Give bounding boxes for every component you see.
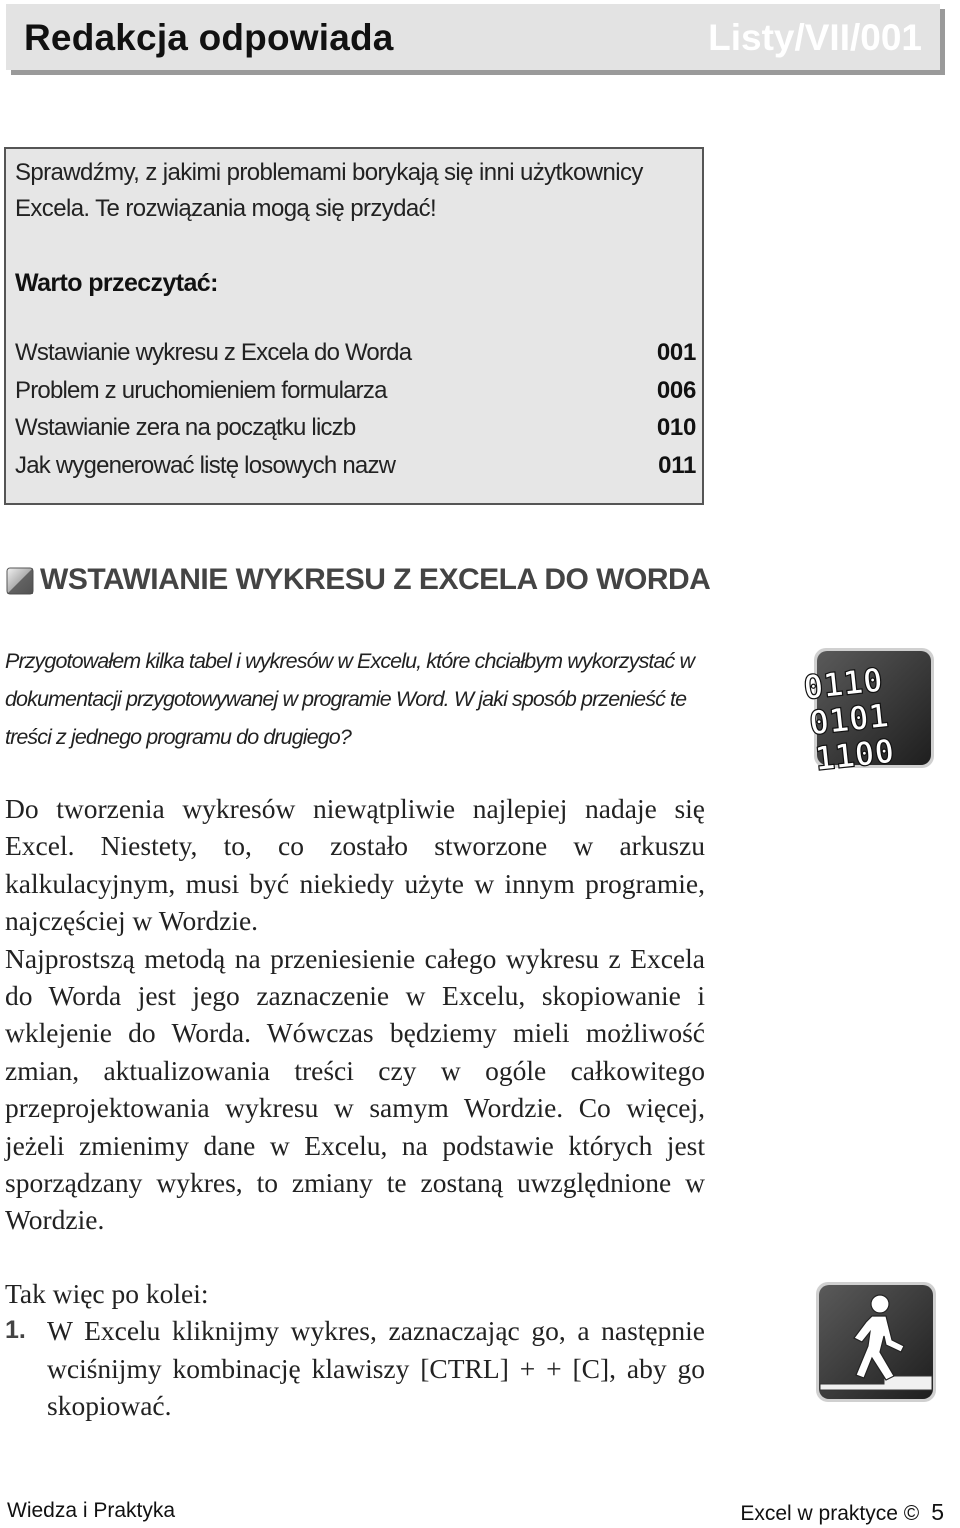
header-code: Listy/VII/001 — [708, 17, 922, 58]
toc-item-page: 001 — [656, 339, 696, 366]
article-body — [5, 790, 705, 1239]
footer-publication — [740, 1499, 944, 1526]
binary-code-icon — [801, 646, 936, 779]
toc-item-title: Jak wygenerować listę losowych nazw — [15, 451, 396, 479]
toc-item[interactable] — [15, 414, 696, 452]
toc-item-title: Wstawianie wykresu z Excela do Worda — [15, 339, 412, 366]
steps-intro: Tak więc po kolei: — [5, 1278, 209, 1309]
body-paragraph: Do tworzenia wykresów niewątpliwie najlepiej nadaje się Excel. Niestety, to, co zostało stworzone w arkuszu kalkulacyjnym, musi być niekiedy użyte w innym programie, najczęściej w Wordzie. — [5, 793, 705, 937]
toc-item[interactable] — [15, 452, 696, 490]
toc-item-page: 010 — [656, 414, 696, 441]
binary-row: 0110 — [801, 660, 885, 708]
page-header — [6, 4, 940, 70]
reader-question: Przygotowałem kilka tabel i wykresów w Excelu, które chciałbym wykorzystać w dokumentacji przygotowywanej w programie Word. W jaki sposób przenieść te treści z jednego programu do drugiego? — [5, 649, 695, 749]
section-title: WSTAWIANIE WYKRESU Z EXCELA DO WORDA — [40, 563, 711, 596]
info-intro: Sprawdźmy, z jakimi problemami borykają się inni użytkownicy Excela. Te rozwiązania mogą się przydać! — [15, 159, 643, 222]
warto-label: Warto przeczytać: — [15, 269, 218, 297]
page-number: 5 — [931, 1499, 944, 1525]
body-paragraph: Najprostszą metodą na przeniesienie całego wykresu z Excela do Worda jest jego zaznaczenie w Excelu, skopiowanie i wklejenie do Worda. Wówczas będziemy mieli możliwość zmian, aktualizowania treści czy w ogóle całkowitego przeprojektowania wykresu w samym Wordzie. Co więcej, jeżeli zmienimy dane w Excelu, na podstawie których jest sporządzany wykres, to zmiany te zostaną uwzględnione w Wordzie. — [5, 942, 705, 1236]
step-text: W Excelu kliknijmy wykres, zaznaczając go, a następnie wciśnijmy kombinację klawiszy [CTRL] + + [C], aby go skopiować. — [47, 1315, 705, 1422]
step-number: 1. — [5, 1316, 26, 1345]
toc-item-title: Wstawianie zera na początku liczb — [15, 414, 356, 441]
info-box — [4, 147, 704, 505]
toc-item[interactable] — [15, 377, 696, 415]
footer-publisher: Wiedza i Praktyka — [7, 1499, 176, 1522]
steps-list — [5, 1275, 705, 1425]
walking-person-icon — [814, 1280, 938, 1404]
toc-item[interactable] — [15, 339, 696, 377]
header-title: Redakcja odpowiada — [24, 17, 394, 58]
toc-item-page: 006 — [656, 376, 696, 404]
toc-item-page: 011 — [658, 451, 696, 479]
list-item — [5, 1312, 705, 1424]
binary-row: 1100 — [812, 731, 897, 779]
toc-item-title: Problem z uruchomieniem formularza — [15, 376, 387, 404]
section-marker-icon — [6, 566, 34, 596]
binary-row: 0101 — [807, 695, 891, 743]
table-of-contents — [15, 339, 696, 489]
footer-publication-title: Excel w praktyce © — [740, 1502, 920, 1525]
